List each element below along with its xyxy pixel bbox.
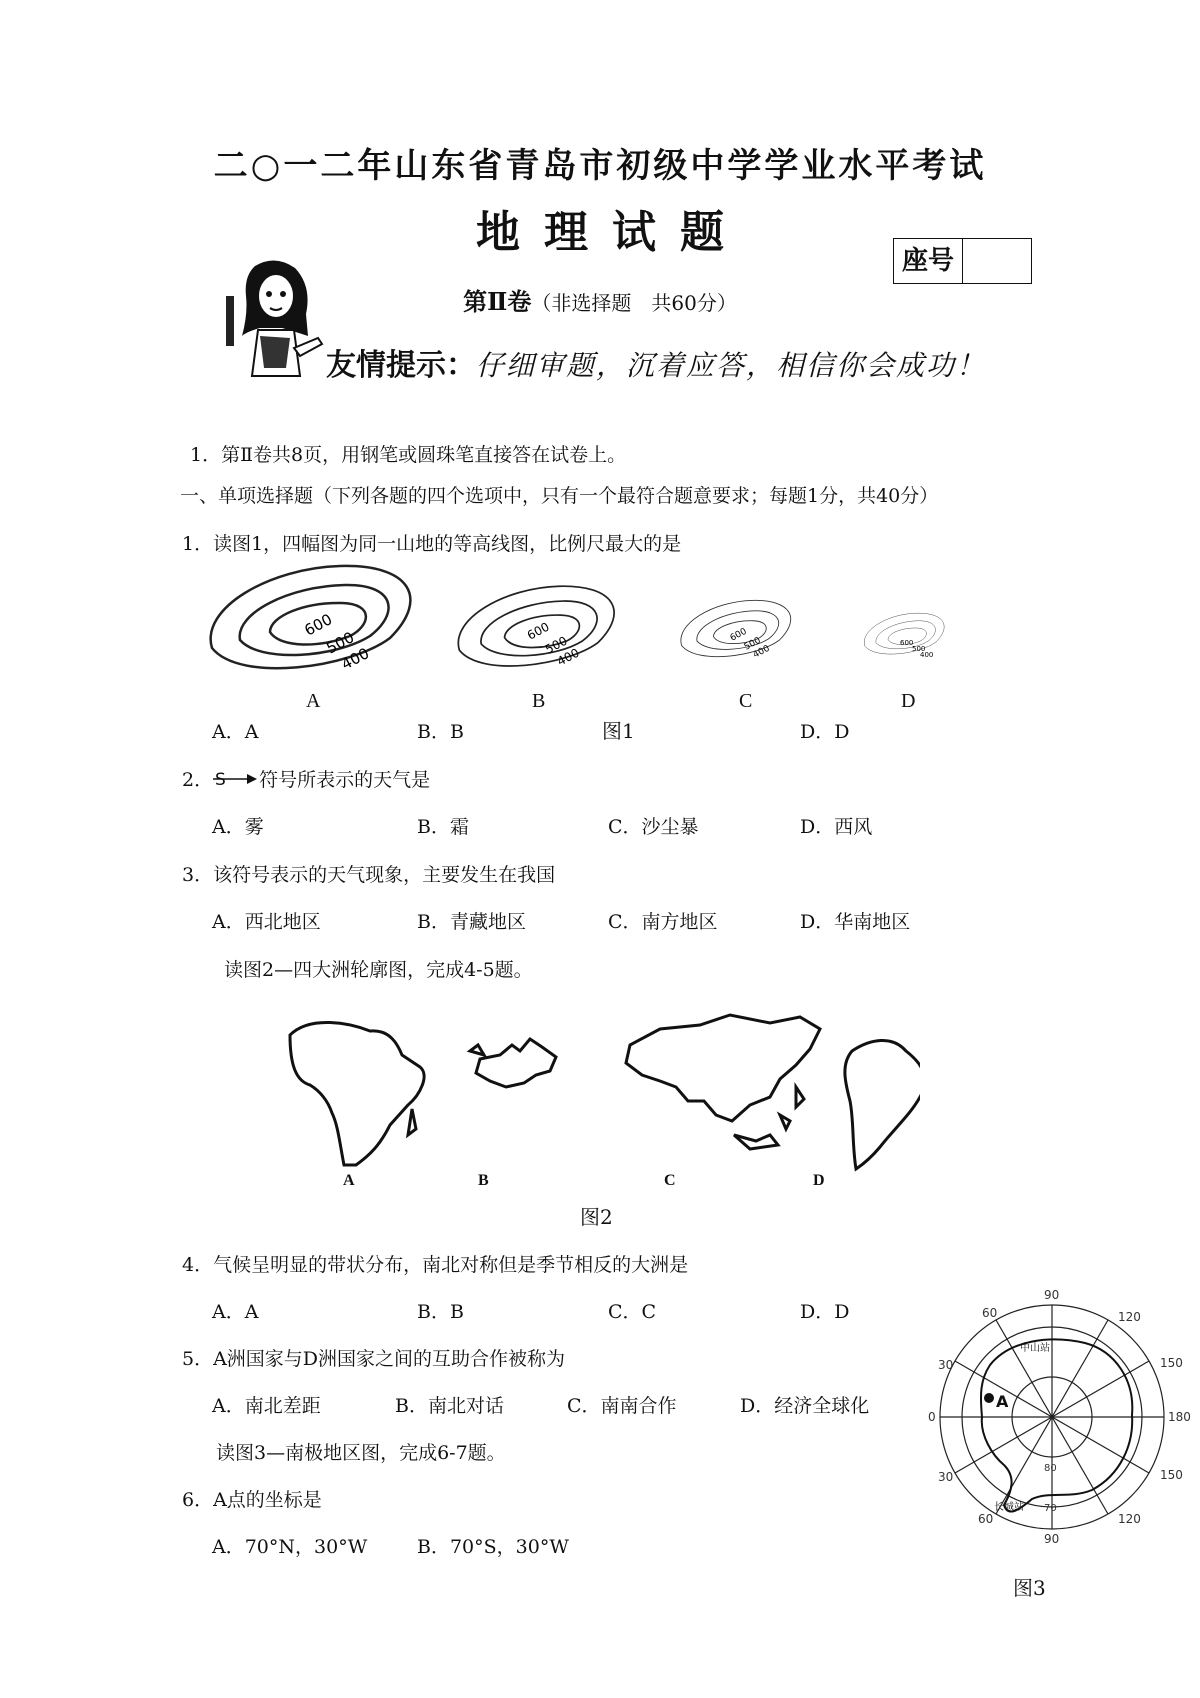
q2-number: 2． bbox=[182, 769, 214, 791]
figure3-caption: 图3 bbox=[1013, 1576, 1046, 1600]
q6-stem: 6．A点的坐标是 bbox=[182, 1489, 322, 1511]
contour-map-d bbox=[864, 613, 944, 654]
tick-150-right: 150 bbox=[1160, 1356, 1183, 1370]
figure3-antarctic-map bbox=[920, 1285, 1200, 1565]
continent-southamerica-outline bbox=[845, 1040, 920, 1169]
point-a-marker bbox=[984, 1393, 994, 1403]
q6-option-b[interactable]: B．70°S，30°W bbox=[417, 1536, 569, 1558]
tick-0: 0 bbox=[928, 1410, 936, 1424]
q4-option-c[interactable]: C．C bbox=[608, 1301, 657, 1323]
tick-120-bottom: 120 bbox=[1118, 1512, 1141, 1526]
fig1-label-d: D bbox=[901, 690, 916, 712]
q2-stem: 符号所表示的天气是 bbox=[259, 769, 431, 791]
tick-30-left: 30 bbox=[938, 1358, 954, 1372]
tip-text: 仔细审题，沉着应答，相信你会成功！ bbox=[476, 349, 987, 382]
contour-c-500: 500 bbox=[742, 635, 763, 653]
tick-90-top: 90 bbox=[1044, 1288, 1060, 1302]
tick-30-left-low: 30 bbox=[938, 1470, 954, 1484]
fig2-label-a: A bbox=[343, 1172, 355, 1189]
fig2-label-c: C bbox=[664, 1172, 676, 1189]
q5-stem: 5．A洲国家与D洲国家之间的互助合作被称为 bbox=[182, 1348, 566, 1370]
figure1-contour-maps bbox=[200, 558, 1000, 688]
tick-90-bottom: 90 bbox=[1044, 1532, 1060, 1546]
tick-180: 180 bbox=[1168, 1410, 1191, 1424]
tick-70: 70 bbox=[1044, 1503, 1057, 1514]
station-zhongshan-label: 中山站 bbox=[1020, 1343, 1050, 1354]
q3-option-a[interactable]: A．西北地区 bbox=[212, 911, 321, 933]
seat-label: 座号 bbox=[894, 239, 963, 283]
contour-a-600: 600 bbox=[301, 610, 336, 640]
q2-option-b[interactable]: B．霜 bbox=[417, 816, 469, 838]
subject-title: 地理试题 bbox=[476, 207, 748, 258]
svg-text:S: S bbox=[215, 769, 226, 789]
contour-b-600: 600 bbox=[524, 619, 552, 643]
contour-d-400: 400 bbox=[920, 651, 934, 659]
q4-stem: 4．气候呈明显的带状分布，南北对称但是季节相反的大洲是 bbox=[182, 1254, 689, 1276]
continent-europe-outline bbox=[476, 1039, 556, 1087]
q3-option-b[interactable]: B．青藏地区 bbox=[417, 911, 526, 933]
volume-heading bbox=[0, 282, 1200, 317]
fig2-label-b: B bbox=[478, 1172, 489, 1189]
q1-option-a[interactable]: A．A bbox=[212, 721, 259, 743]
tick-80: 80 bbox=[1044, 1463, 1057, 1474]
lead-figure3: 读图3—南极地区图，完成6-7题。 bbox=[216, 1442, 506, 1464]
figure2-caption: 图2 bbox=[580, 1205, 613, 1229]
q3-stem: 3．该符号表示的天气现象，主要发生在我国 bbox=[182, 864, 556, 886]
q2-option-c[interactable]: C．沙尘暴 bbox=[608, 816, 699, 838]
continent-asia-outline bbox=[626, 1015, 820, 1121]
seat-input-cell[interactable] bbox=[963, 239, 1031, 283]
cartoon-girl-illustration bbox=[220, 256, 330, 386]
q6-option-a[interactable]: A．70°N，30°W bbox=[212, 1536, 368, 1558]
volume-main: 第Ⅱ卷 bbox=[463, 287, 532, 316]
q1-option-d[interactable]: D．D bbox=[800, 721, 850, 743]
q2-option-a[interactable]: A．雾 bbox=[212, 816, 264, 838]
figure1-caption: 图1 bbox=[602, 719, 635, 743]
contour-map-c bbox=[681, 600, 791, 656]
q4-option-b[interactable]: B．B bbox=[417, 1301, 464, 1323]
fig1-label-b: B bbox=[532, 690, 546, 712]
tick-60-top: 60 bbox=[982, 1306, 998, 1320]
tip-label: 友情提示： bbox=[326, 348, 476, 383]
q4-option-d[interactable]: D．D bbox=[800, 1301, 850, 1323]
q5-option-b[interactable]: B．南北对话 bbox=[395, 1395, 504, 1417]
friendly-tip bbox=[326, 340, 986, 384]
contour-c-400: 400 bbox=[751, 643, 772, 661]
fig2-label-d: D bbox=[813, 1172, 825, 1189]
q3-option-d[interactable]: D．华南地区 bbox=[800, 911, 911, 933]
q5-option-a[interactable]: A．南北差距 bbox=[212, 1395, 321, 1417]
volume-sub: （非选择题 共60分） bbox=[531, 291, 737, 315]
q1-stem: 1．读图1，四幅图为同一山地的等高线图，比例尺最大的是 bbox=[182, 533, 682, 555]
contour-a-400: 400 bbox=[338, 644, 373, 674]
contour-b-500: 500 bbox=[542, 633, 570, 657]
contour-b-400: 400 bbox=[554, 645, 582, 669]
q3-option-c[interactable]: C．南方地区 bbox=[608, 911, 718, 933]
continent-africa-outline bbox=[290, 1022, 424, 1165]
fig1-label-a: A bbox=[306, 690, 321, 712]
point-a-label: A bbox=[996, 1392, 1009, 1411]
tick-150-right-low: 150 bbox=[1160, 1468, 1183, 1482]
contour-map-a bbox=[211, 566, 411, 668]
q2-stem-row bbox=[182, 765, 430, 792]
contour-d-500: 500 bbox=[912, 645, 926, 653]
tick-120-top: 120 bbox=[1118, 1310, 1141, 1324]
q1-option-b[interactable]: B．B bbox=[417, 721, 464, 743]
lead-figure2: 读图2—四大洲轮廓图，完成4-5题。 bbox=[224, 959, 533, 981]
fig1-label-c: C bbox=[739, 690, 753, 712]
station-changcheng-label: 长城站 bbox=[994, 1502, 1024, 1513]
q5-option-d[interactable]: D．经济全球化 bbox=[740, 1395, 870, 1417]
tick-60-bottom: 60 bbox=[978, 1512, 994, 1526]
section1-heading: 一、单项选择题（下列各题的四个选项中，只有一个最符合题意要求；每题1分，共40分） bbox=[180, 485, 939, 507]
seat-number-box bbox=[893, 238, 1032, 284]
note-1: 1．第Ⅱ卷共8页，用钢笔或圆珠笔直接答在试卷上。 bbox=[190, 444, 627, 466]
q4-option-a[interactable]: A．A bbox=[212, 1301, 259, 1323]
contour-c-600: 600 bbox=[728, 626, 749, 644]
contour-a-500: 500 bbox=[323, 628, 358, 658]
contour-d-600: 600 bbox=[900, 639, 914, 647]
q5-option-c[interactable]: C．南南合作 bbox=[567, 1395, 677, 1417]
exam-title: 二○一二年山东省青岛市初级中学学业水平考试 bbox=[213, 146, 987, 186]
sandstorm-symbol-icon bbox=[213, 769, 259, 789]
q2-option-d[interactable]: D．西风 bbox=[800, 816, 873, 838]
figure2-continent-outlines bbox=[280, 1005, 920, 1195]
